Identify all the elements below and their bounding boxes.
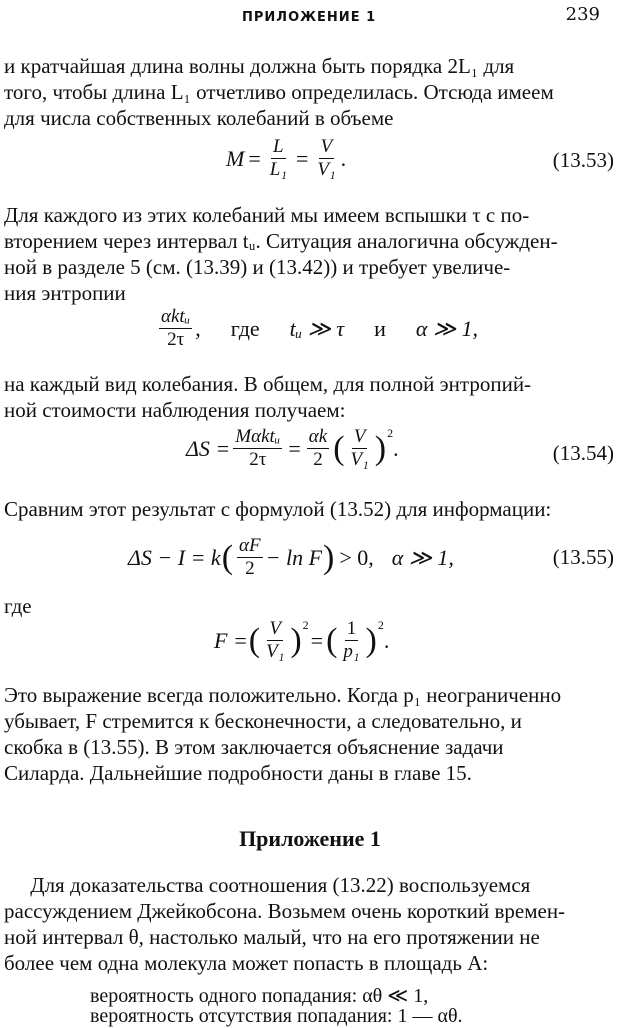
fraction: $\frac{\text{Mαktᵤ}}{2\tau}$ bbox=[235, 426, 281, 470]
text-line: на каждый вид колебания. В общем, для полной энтропий- bbox=[4, 372, 532, 396]
text-line: более чем одна молекула может попасть в площадь A: bbox=[4, 951, 489, 975]
fraction: $\frac{\alpha k}{2}$ bbox=[308, 426, 328, 470]
text-line: Для каждого из этих колебаний мы имеем вспышки τ с по- bbox=[4, 203, 530, 227]
fraction: $\frac{V}{\text{V₁}}$ bbox=[350, 426, 369, 470]
fraction: $\frac{L}{\text{L₁}}$ bbox=[269, 136, 287, 180]
equation-number: (13.54) bbox=[552, 441, 614, 465]
page-header bbox=[0, 4, 620, 32]
fraction: $\frac{V}{\text{V₁}}$ bbox=[266, 618, 285, 662]
fraction: $\frac{\text{αktᵤ}}{2\tau}$ bbox=[161, 306, 191, 350]
probability-line: вероятность отсутствия попадания: 1 — αθ. bbox=[90, 1005, 463, 1027]
text-line: ния энтропии bbox=[4, 281, 126, 305]
text-line: рассуждением Джейкобсона. Возьмем очень короткий времен- bbox=[4, 899, 566, 923]
text-line: вторением через интервал tᵤ. Ситуация аналогична обсужден- bbox=[4, 229, 558, 253]
text-line: и кратчайшая длина волны должна быть порядка 2L₁ для bbox=[4, 54, 515, 78]
page-number: 239 bbox=[565, 4, 600, 25]
entropy-increase-expression: $\frac{\text{αktᵤ}}{2\tau}$ , где tᵤ ≫ τ и α ≫ 1, bbox=[161, 306, 478, 350]
appendix-heading: Приложение 1 bbox=[239, 826, 381, 851]
text-line: скобка в (13.55). В этом заключается объяснение задачи bbox=[4, 735, 504, 759]
text-line: того, чтобы длина L₁ отчетливо определилась. Отсюда имеем bbox=[4, 80, 554, 104]
text-line: для числа собственных колебаний в объеме bbox=[4, 106, 394, 130]
equation-F: F = ( $\frac{V}{\text{V₁}}$ ) $^2$ = ( $\frac{1}{\text{p₁}}$ ) $^2$ . bbox=[214, 618, 390, 662]
equation-13-53: M = $\frac{L}{\text{L₁}}$ = $\frac{V}{\text{V₁}}$ . bbox=[226, 136, 347, 180]
equation-13-54: ΔS = $\frac{\text{Mαktᵤ}}{2\tau}$ = $\frac{\alpha k}{2}$ ( $\frac{V}{\text{V₁}}$ ) $^2$ . bbox=[186, 426, 399, 470]
text-line: Сравним этот результат с формулой (13.52) для информации: bbox=[4, 497, 552, 521]
running-head: ПРИЛОЖЕНИЕ 1 bbox=[242, 10, 377, 25]
text-line: ной интервал θ, настолько малый, что на его протяжении не bbox=[4, 925, 540, 949]
fraction: $\frac{\alpha F}{2}$ bbox=[239, 535, 261, 579]
equation-13-55: ΔS − I = k ( $\frac{\alpha F}{2}$ − ln F ) > 0, α ≫ 1, bbox=[128, 535, 454, 579]
fraction: $\frac{V}{\text{V₁}}$ bbox=[317, 136, 336, 180]
text-line: ной стоимости наблюдения получаем: bbox=[4, 398, 346, 422]
text-line: Силарда. Дальнейшие подробности даны в главе 15. bbox=[4, 761, 472, 785]
fraction: $\frac{1}{\text{p₁}}$ bbox=[343, 618, 360, 662]
text-line: убывает, F стремится к бесконечности, а следовательно, и bbox=[4, 709, 522, 733]
text-line: где bbox=[4, 594, 32, 618]
equation-number: (13.53) bbox=[552, 148, 614, 172]
text-line: ной в разделе 5 (см. (13.39) и (13.42)) и требует увеличе- bbox=[4, 255, 511, 279]
text-line: Для доказательства соотношения (13.22) воспользуемся bbox=[4, 873, 531, 897]
text-line: Это выражение всегда положительно. Когда p₁ неограниченно bbox=[4, 683, 562, 707]
equation-number: (13.55) bbox=[552, 545, 614, 569]
probability-line: вероятность одного попадания: αθ ≪ 1, bbox=[90, 985, 429, 1007]
